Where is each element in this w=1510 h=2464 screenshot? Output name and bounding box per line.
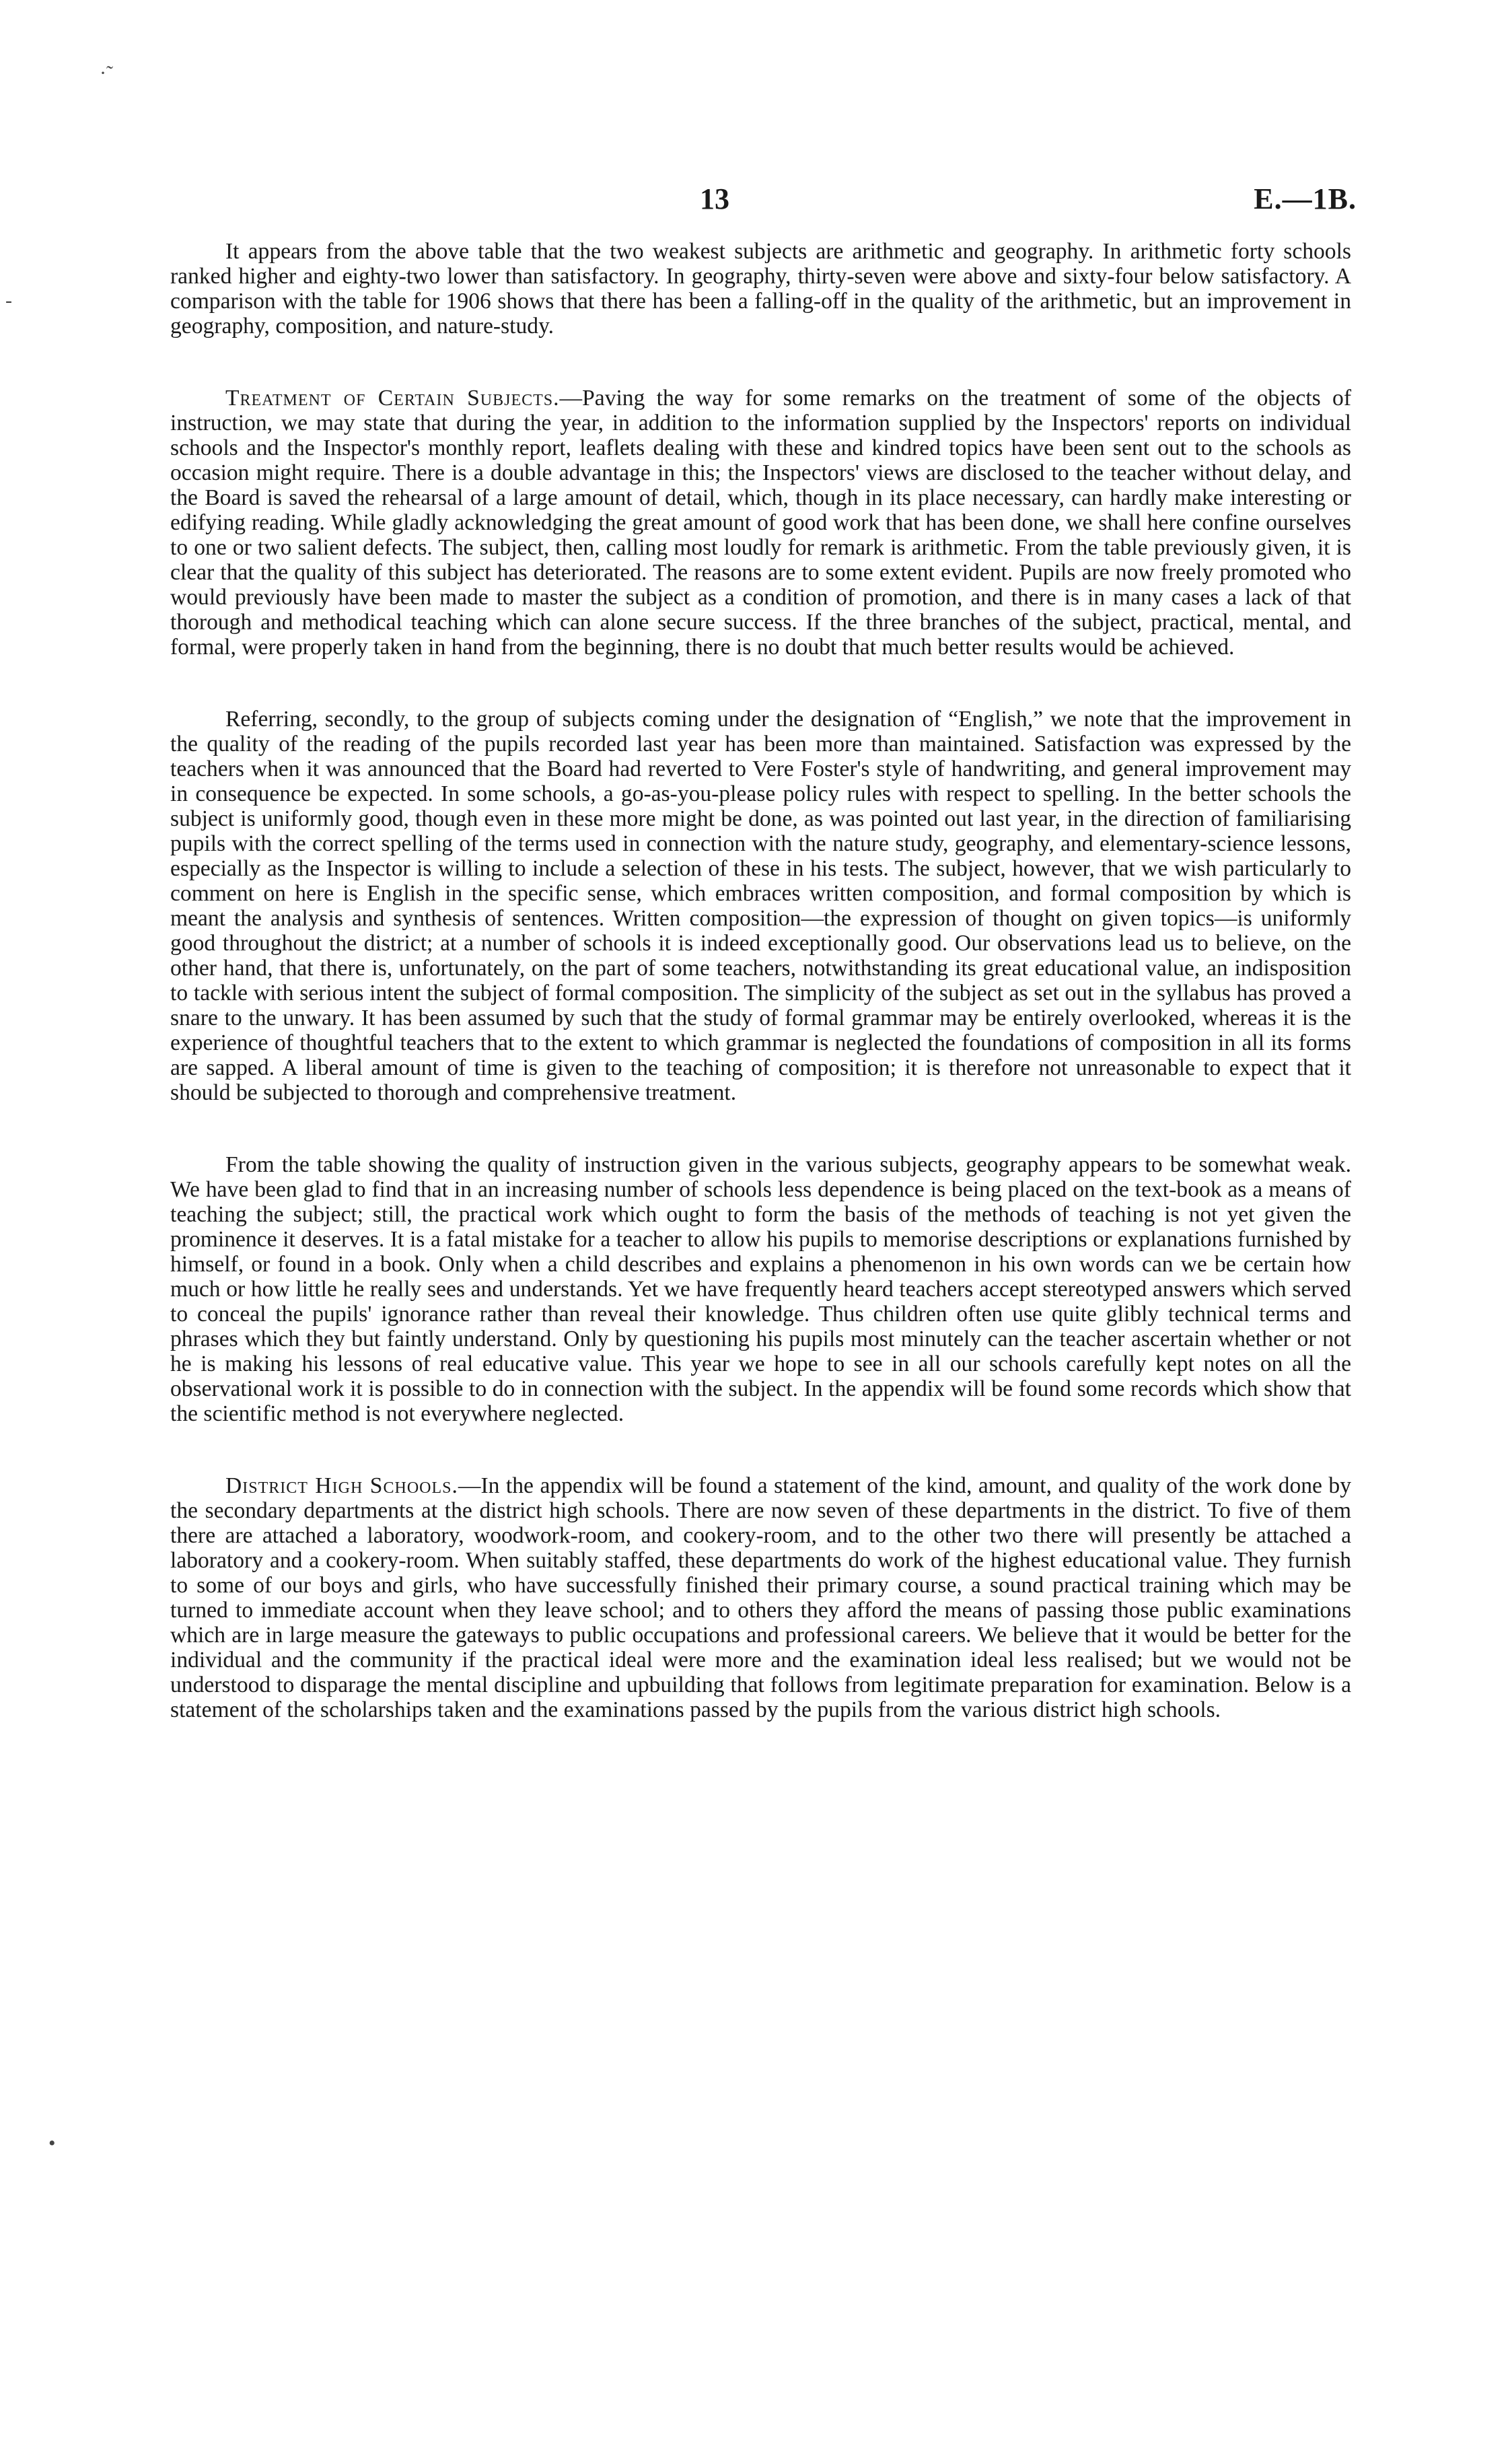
scan-mark: ·˜	[100, 62, 113, 84]
paragraph-text: —In the appendix will be found a statement of the kind, amount, and quality of the work done by the secondary departments at the district high schools. There are now seven of these departments in the district. To five of them there are attached a laboratory, woodwork-room, and cookery-room, and to the other two there will presently be attached a laboratory and a cookery-room. When suitably staffed, these departments do work of the highest educational value. They furnish to some of our boys and girls, who have successfully finished their primary course, a sound practical training which may be turned to immediate account when they leave school; and to others they afford the means of passing those public examinations which are in large measure the gateways to public occupations and professional careers. We believe that it would be better for the individual and the community if the practical ideal were more and the examination ideal less realised; but we would not be understood to disparage the mental discipline and upbuilding that follows from legitimate preparation for examination. Below is a statement of the scholarships taken and the examinations passed by the pupils from the various district high schools.	[170, 1473, 1351, 1722]
section-heading-district-high-schools: District High Schools.	[225, 1473, 458, 1498]
body-text	[170, 239, 1351, 1769]
document-code: E.—1B.	[1254, 182, 1357, 215]
paragraph-text: Referring, secondly, to the group of subjects coming under the designation of “English,” we note that the improvement in the quality of the reading of the pupils recorded last year has been more than maintained. Satisfaction was expressed by the teachers when it was announced that the Board had reverted to Vere Foster's style of handwriting, and general improvement may in consequence be expected. In some schools, a go-as-you-please policy rules with respect to spelling. In the better schools the subject is uniformly good, though even in these more might be done, as was pointed out last year, in the direction of familiarising pupils with the correct spelling of the terms used in connection with the nature study, geography, and elementary-science lessons, especially as the Inspector is willing to include a selection of these in his tests. The subject, however, that we wish particularly to comment on here is English in the specific sense, which embraces written composition, and formal composition by which is meant the analysis and synthesis of sentences. Written composition—the expression of thought on given topics—is uniformly good throughout the district; at a number of schools it is indeed exceptionally good. Our observations lead us to believe, on the other hand, that there is, unfortunately, on the part of some teachers, notwithstanding its great educational value, an indisposition to tackle with serious intent the subject of formal composition. The simplicity of the subject as set out in the syllabus has proved a snare to the unwary. It has been assumed by such that the study of formal grammar may be entirely overlooked, whereas it is the experience of thoughtful teachers that to the extent to which grammar is neglected the foundations of composition in all its forms are sapped. A liberal amount of time is given to the teaching of composition; it is therefore not unreasonable to expect that it should be subjected to thorough and comprehensive treatment.	[170, 707, 1351, 1105]
paragraph-text: —Paving the way for some remarks on the treatment of some of the objects of instruction, we may state that during the year, in addition to the information supplied by the Inspectors' reports on individual schools and the Inspector's monthly report, leaflets dealing with these and kindred topics have been sent out to the schools as occasion might require. There is a double advantage in this; the Inspectors' views are disclosed to the teacher without delay, and the Board is saved the rehearsal of a large amount of detail, which, though in its place necessary, can hardly make interesting or edifying reading. While gladly acknowledging the great amount of good work that has been done, we shall here confine ourselves to one or two salient defects. The subject, then, calling most loudly for remark is arithmetic. From the table previously given, it is clear that the quality of this subject has deteriorated. The reasons are to some extent evident. Pupils are now freely promoted who would previously have been made to master the subject as a condition of promotion, and there is in many cases a lack of that thorough and methodical teaching which can alone secure success. If the three branches of the subject, practical, mental, and formal, were properly taken in hand from the beginning, there is no doubt that much better results would be achieved.	[170, 386, 1352, 660]
paragraph-text: From the table showing the quality of instruction given in the various subjects, geography appears to be somewhat weak. We have been glad to find that in an increasing number of schools less dependence is being placed on the text-book as a means of teaching the subject; still, the practical work which ought to form the basis of the methods of teaching is not yet given the prominence it deserves. It is a fatal mistake for a teacher to allow his pupils to memorise descriptions or explanations furnished by himself, or found in a book. Only when a child describes and explains a phenomenon in his own words can we be certain how much or how little he really sees and understands. Yet we have frequently heard teachers accept stereotyped answers which served to conceal the pupils' ignorance rather than reveal their knowledge. Thus children often use quite glibly technical terms and phrases which they but faintly understand. Only by questioning his pupils most minutely can the teacher ascertain whether or not he is making his lessons of real educative value. This year we hope to see in all our schools carefully kept notes on all the observational work it is possible to do in connection with the subject. In the appendix will be found some records which show that the scientific method is not everywhere neglected.	[170, 1152, 1351, 1426]
paragraph-geography	[170, 1152, 1351, 1426]
paragraph-district-high-schools	[170, 1473, 1351, 1722]
page-header	[0, 182, 1510, 222]
margin-dot: •	[48, 2132, 56, 2154]
paragraph-treatment-of-subjects	[170, 386, 1351, 660]
page-number: 13	[700, 182, 729, 215]
paragraph-weakest-subjects	[170, 239, 1351, 339]
section-heading-treatment: Treatment of Certain Subjects.	[225, 386, 560, 411]
paragraph-english	[170, 707, 1351, 1105]
paragraph-text: It appears from the above table that the two weakest subjects are arithmetic and geography. In arithmetic forty schools ranked higher and eighty-two lower than satisfactory. In geography, thirty-seven were above and sixty-four below satisfactory. A comparison with the table for 1906 shows that there has been a falling-off in the quality of the arithmetic, but an improvement in geography, composition, and nature-study.	[170, 239, 1351, 339]
margin-tick: -	[5, 289, 12, 312]
